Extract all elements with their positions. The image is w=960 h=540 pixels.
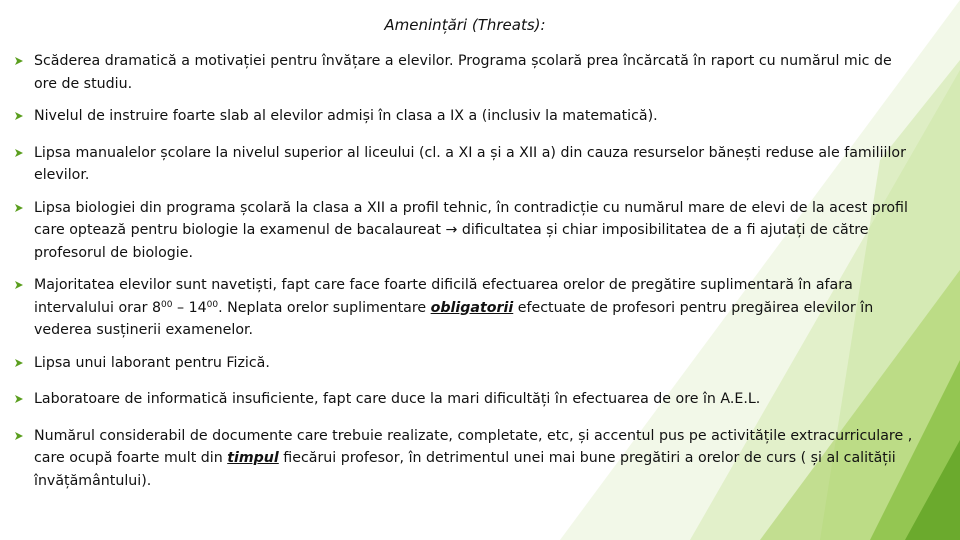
green-diamond-arrow-icon	[14, 203, 24, 213]
green-diamond-arrow-icon	[14, 148, 24, 158]
emphasized-word: timpul	[227, 450, 279, 466]
green-diamond-arrow-icon	[14, 111, 24, 121]
slide-title: Amenințări (Threats):	[384, 16, 546, 34]
green-diamond-arrow-icon	[14, 56, 24, 66]
bullet-text-part: – 14	[172, 299, 207, 316]
bullet-item-2	[14, 105, 914, 128]
bullet-item-6	[14, 352, 914, 375]
bullet-item-8	[14, 425, 914, 493]
bullet-item-7	[14, 388, 914, 411]
bullet-list	[14, 50, 914, 502]
bullet-text-part: Majoritatea elevilor sunt navetiști, fapt care face foarte dificilă efectuarea orelor de pregătire suplimentară în afara intervalului orar 8	[34, 277, 853, 316]
green-diamond-arrow-icon	[14, 280, 24, 290]
bullet-text: Lipsa biologiei din programa școlară la clasa a XII a profil tehnic, în contradicție cu numărul mare de elevi de la acest profil care optează pentru biologie la examenul de bacalaureat → dificultatea și chiar imposibilitatea de a fi ajutați de către profesorul de biologie.	[34, 199, 908, 261]
superscript-minutes: 00	[206, 299, 219, 310]
bullet-text-part: efectuate de profesori pentru pregăirea elevilor în vederea susținerii examenelor.	[34, 299, 874, 338]
bullet-text-part: fiecărui profesor, în detrimentul unei mai bune pregătiri a orelor de curs ( și al calității învățământului).	[34, 450, 896, 489]
superscript-minutes: 00	[161, 299, 173, 310]
bullet-item-5	[14, 274, 914, 342]
green-diamond-arrow-icon	[14, 394, 24, 404]
bullet-text-part: . Neplata orelor suplimentare	[218, 299, 431, 316]
emphasized-word: obligatorii	[430, 299, 514, 316]
bullet-item-3	[14, 142, 914, 187]
bullet-item-4	[14, 197, 914, 265]
green-diamond-arrow-icon	[14, 431, 24, 441]
green-diamond-arrow-icon	[14, 358, 24, 368]
bullet-text: Scăderea dramatică a motivației pentru învățare a elevilor. Programa școlară prea încărcată în raport cu numărul mic de ore de studiu.	[34, 53, 892, 92]
bullet-text-part: Numărul considerabil de documente care trebuie realizate, completate, etc, și accentul pus pe activitățile extracurriculare , care ocupă foarte mult din	[34, 427, 913, 466]
bullet-text: Lipsa unui laborant pentru Fizică.	[34, 354, 270, 371]
bullet-item-1	[14, 50, 914, 95]
bullet-text: Lipsa manualelor școlare la nivelul superior al liceului (cl. a XI a și a XII a) din cauza resurselor bănești reduse ale familiilor elevilor.	[34, 144, 906, 183]
bullet-text: Nivelul de instruire foarte slab al elevilor admiși în clasa a IX a (inclusiv la matematică).	[34, 108, 658, 124]
bullet-text: Laboratoare de informatică insuficiente, fapt care duce la mari dificultăți în efectuarea de ore în A.E.L.	[34, 391, 761, 407]
